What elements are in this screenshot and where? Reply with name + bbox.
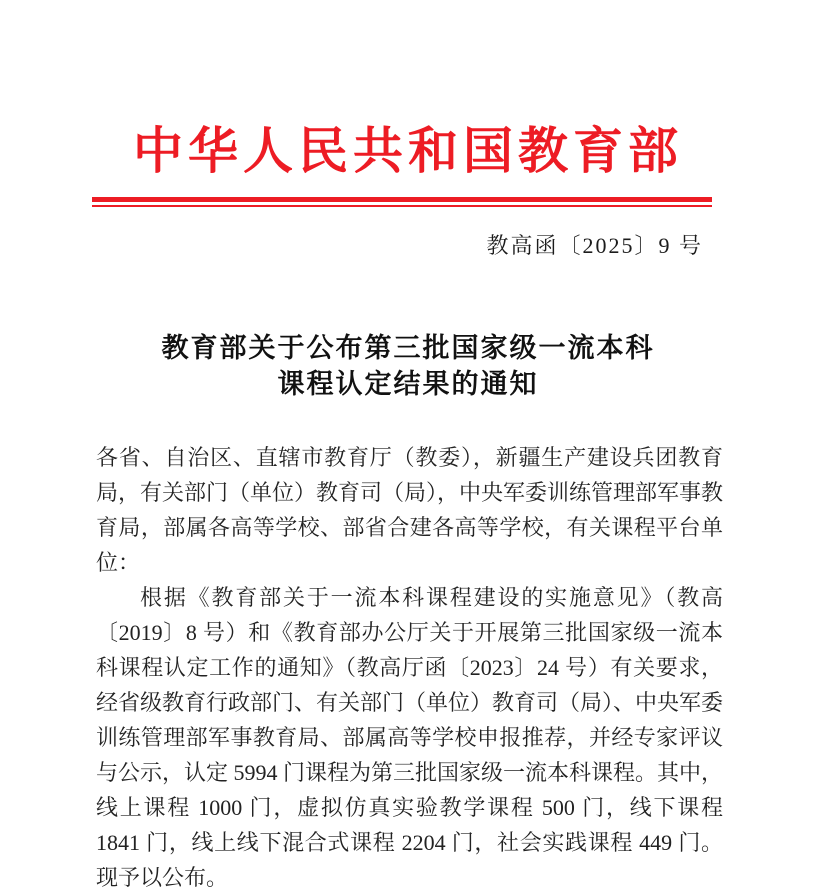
red-separator-line bbox=[92, 197, 712, 207]
agency-header-title: 中华人民共和国教育部 bbox=[133, 123, 683, 179]
red-line-thin bbox=[92, 205, 712, 207]
notice-title bbox=[0, 330, 816, 402]
document-number: 教高函〔2025〕9 号 bbox=[486, 233, 703, 258]
notice-title-line2: 课程认定结果的通知 bbox=[277, 369, 539, 399]
body-paragraph: 根据《教育部关于一流本科课程建设的实施意见》（教高〔2019〕8 号）和《教育部办公厅关于开展第三批国家级一流本科课程认定工作的通知》（教高厅函〔2023〕24 号）有关要求，经省级教育行政部门、有关部门（单位）教育司（局）、中央军委训练管理部军事教育局、部属高等学校申报推荐，并经专家评议与公示，认定 5994 门课程为第三批国家级一流本科课程。其中，线上课程 1000 门，虚拟仿真实验教学课程 500 门，线下课程 1841 门，线上线下混合式课程 2204 门，社会实践课程 449 门。现予以公布。 bbox=[96, 585, 724, 889]
notice-title-line1: 教育部关于公布第三批国家级一流本科 bbox=[161, 333, 655, 363]
red-line-thick bbox=[92, 197, 712, 202]
salutation-paragraph: 各省、自治区、直辖市教育厅（教委），新疆生产建设兵团教育局，有关部门（单位）教育司（局），中央军委训练管理部军事教育局，部属各高等学校、部省合建各高等学校，有关课程平台单位： bbox=[96, 445, 724, 575]
notice-body bbox=[96, 440, 723, 889]
